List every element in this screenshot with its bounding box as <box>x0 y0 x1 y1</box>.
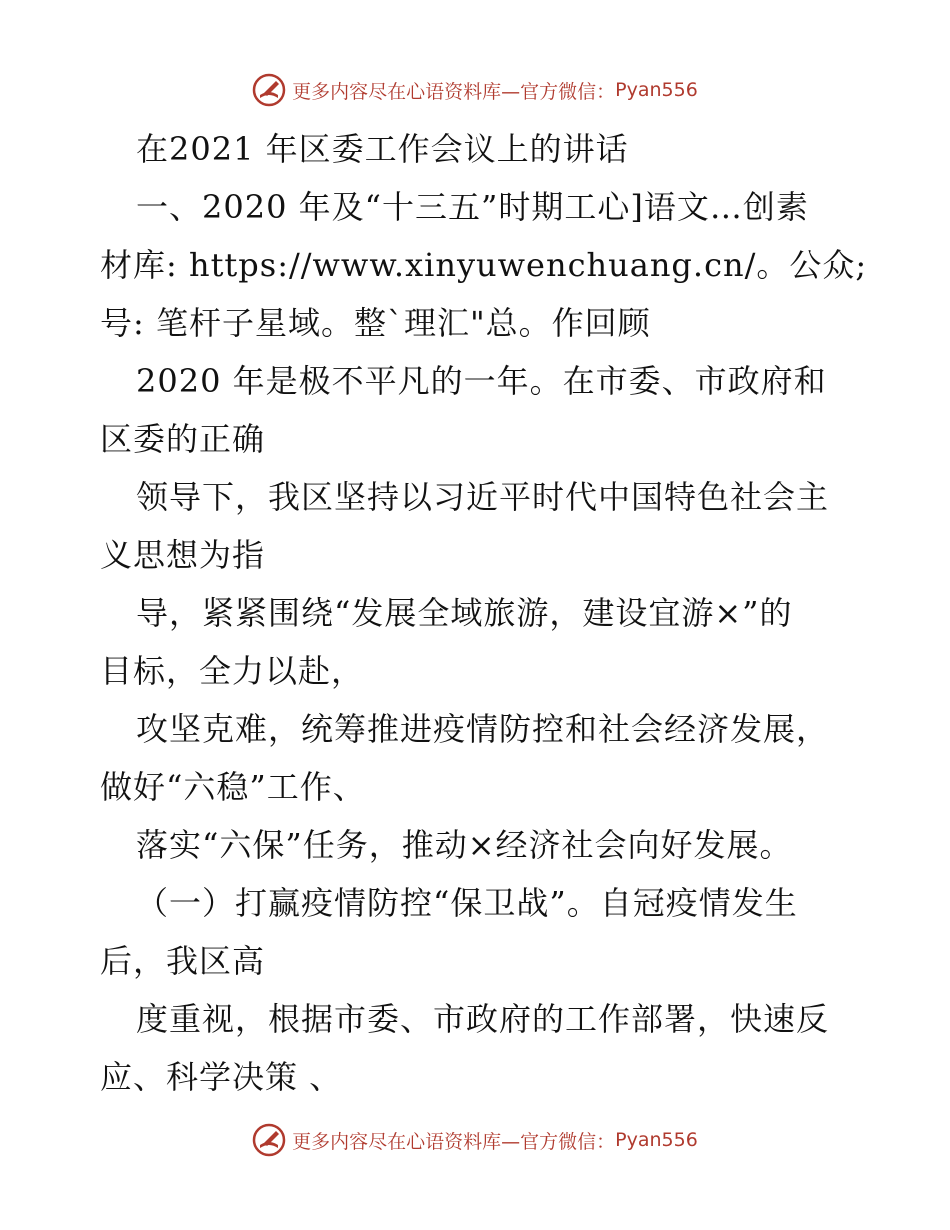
text-line: 义思想为指 <box>100 536 266 574</box>
book-pen-logo-icon <box>252 1123 286 1157</box>
banner-text: 更多内容尽在心语资料库—官方微信： <box>292 1130 616 1153</box>
text-line: 2020 年是极不平凡的一年。在市委、市政府和 <box>136 362 827 400</box>
banner-text: 更多内容尽在心语资料库—官方微信： <box>292 80 616 103</box>
text-line: 做好“六稳”工作、 <box>100 768 366 806</box>
text-line: 度重视，根据市委、市政府的工作部署，快速反 <box>136 1000 830 1038</box>
header-watermark-banner <box>0 70 950 110</box>
text-line: 目标，全力以赴， <box>100 652 365 690</box>
book-pen-logo-icon <box>252 73 286 107</box>
text-line: （一）打赢疫情防控“保卫战”。自冠疫情发生 <box>136 884 798 922</box>
text-line: 应、科学决策 、 <box>100 1058 343 1096</box>
text-line: 领导下，我区坚持以习近平时代中国特色社会主 <box>136 478 830 516</box>
text-line: 后，我区高 <box>100 942 266 980</box>
footer-watermark-banner <box>0 1120 950 1160</box>
text-line: 材库: https://www.xinyuwenchuang.cn/。公众; <box>100 246 868 284</box>
banner-wechat-id: Pyan556 <box>615 1129 698 1151</box>
text-line: 导，紧紧围绕“发展全域旅游，建设宜游×”的 <box>136 594 793 632</box>
document-body <box>100 120 868 1106</box>
banner-wechat-id: Pyan556 <box>615 79 698 101</box>
text-line: 号: 笔杆子星域。整`理汇"总。作回顾 <box>100 304 651 342</box>
text-line: 区委的正确 <box>100 420 266 458</box>
document-title: 在2021 年区委工作会议上的讲话 <box>136 130 629 168</box>
text-line: 一、2020 年及“十三五”时期工心]语文…创素 <box>136 188 809 226</box>
text-line: 攻坚克难，统筹推进疫情防控和社会经济发展， <box>136 710 830 748</box>
text-line: 落实“六保”任务，推动×经济社会向好发展。 <box>136 826 793 864</box>
